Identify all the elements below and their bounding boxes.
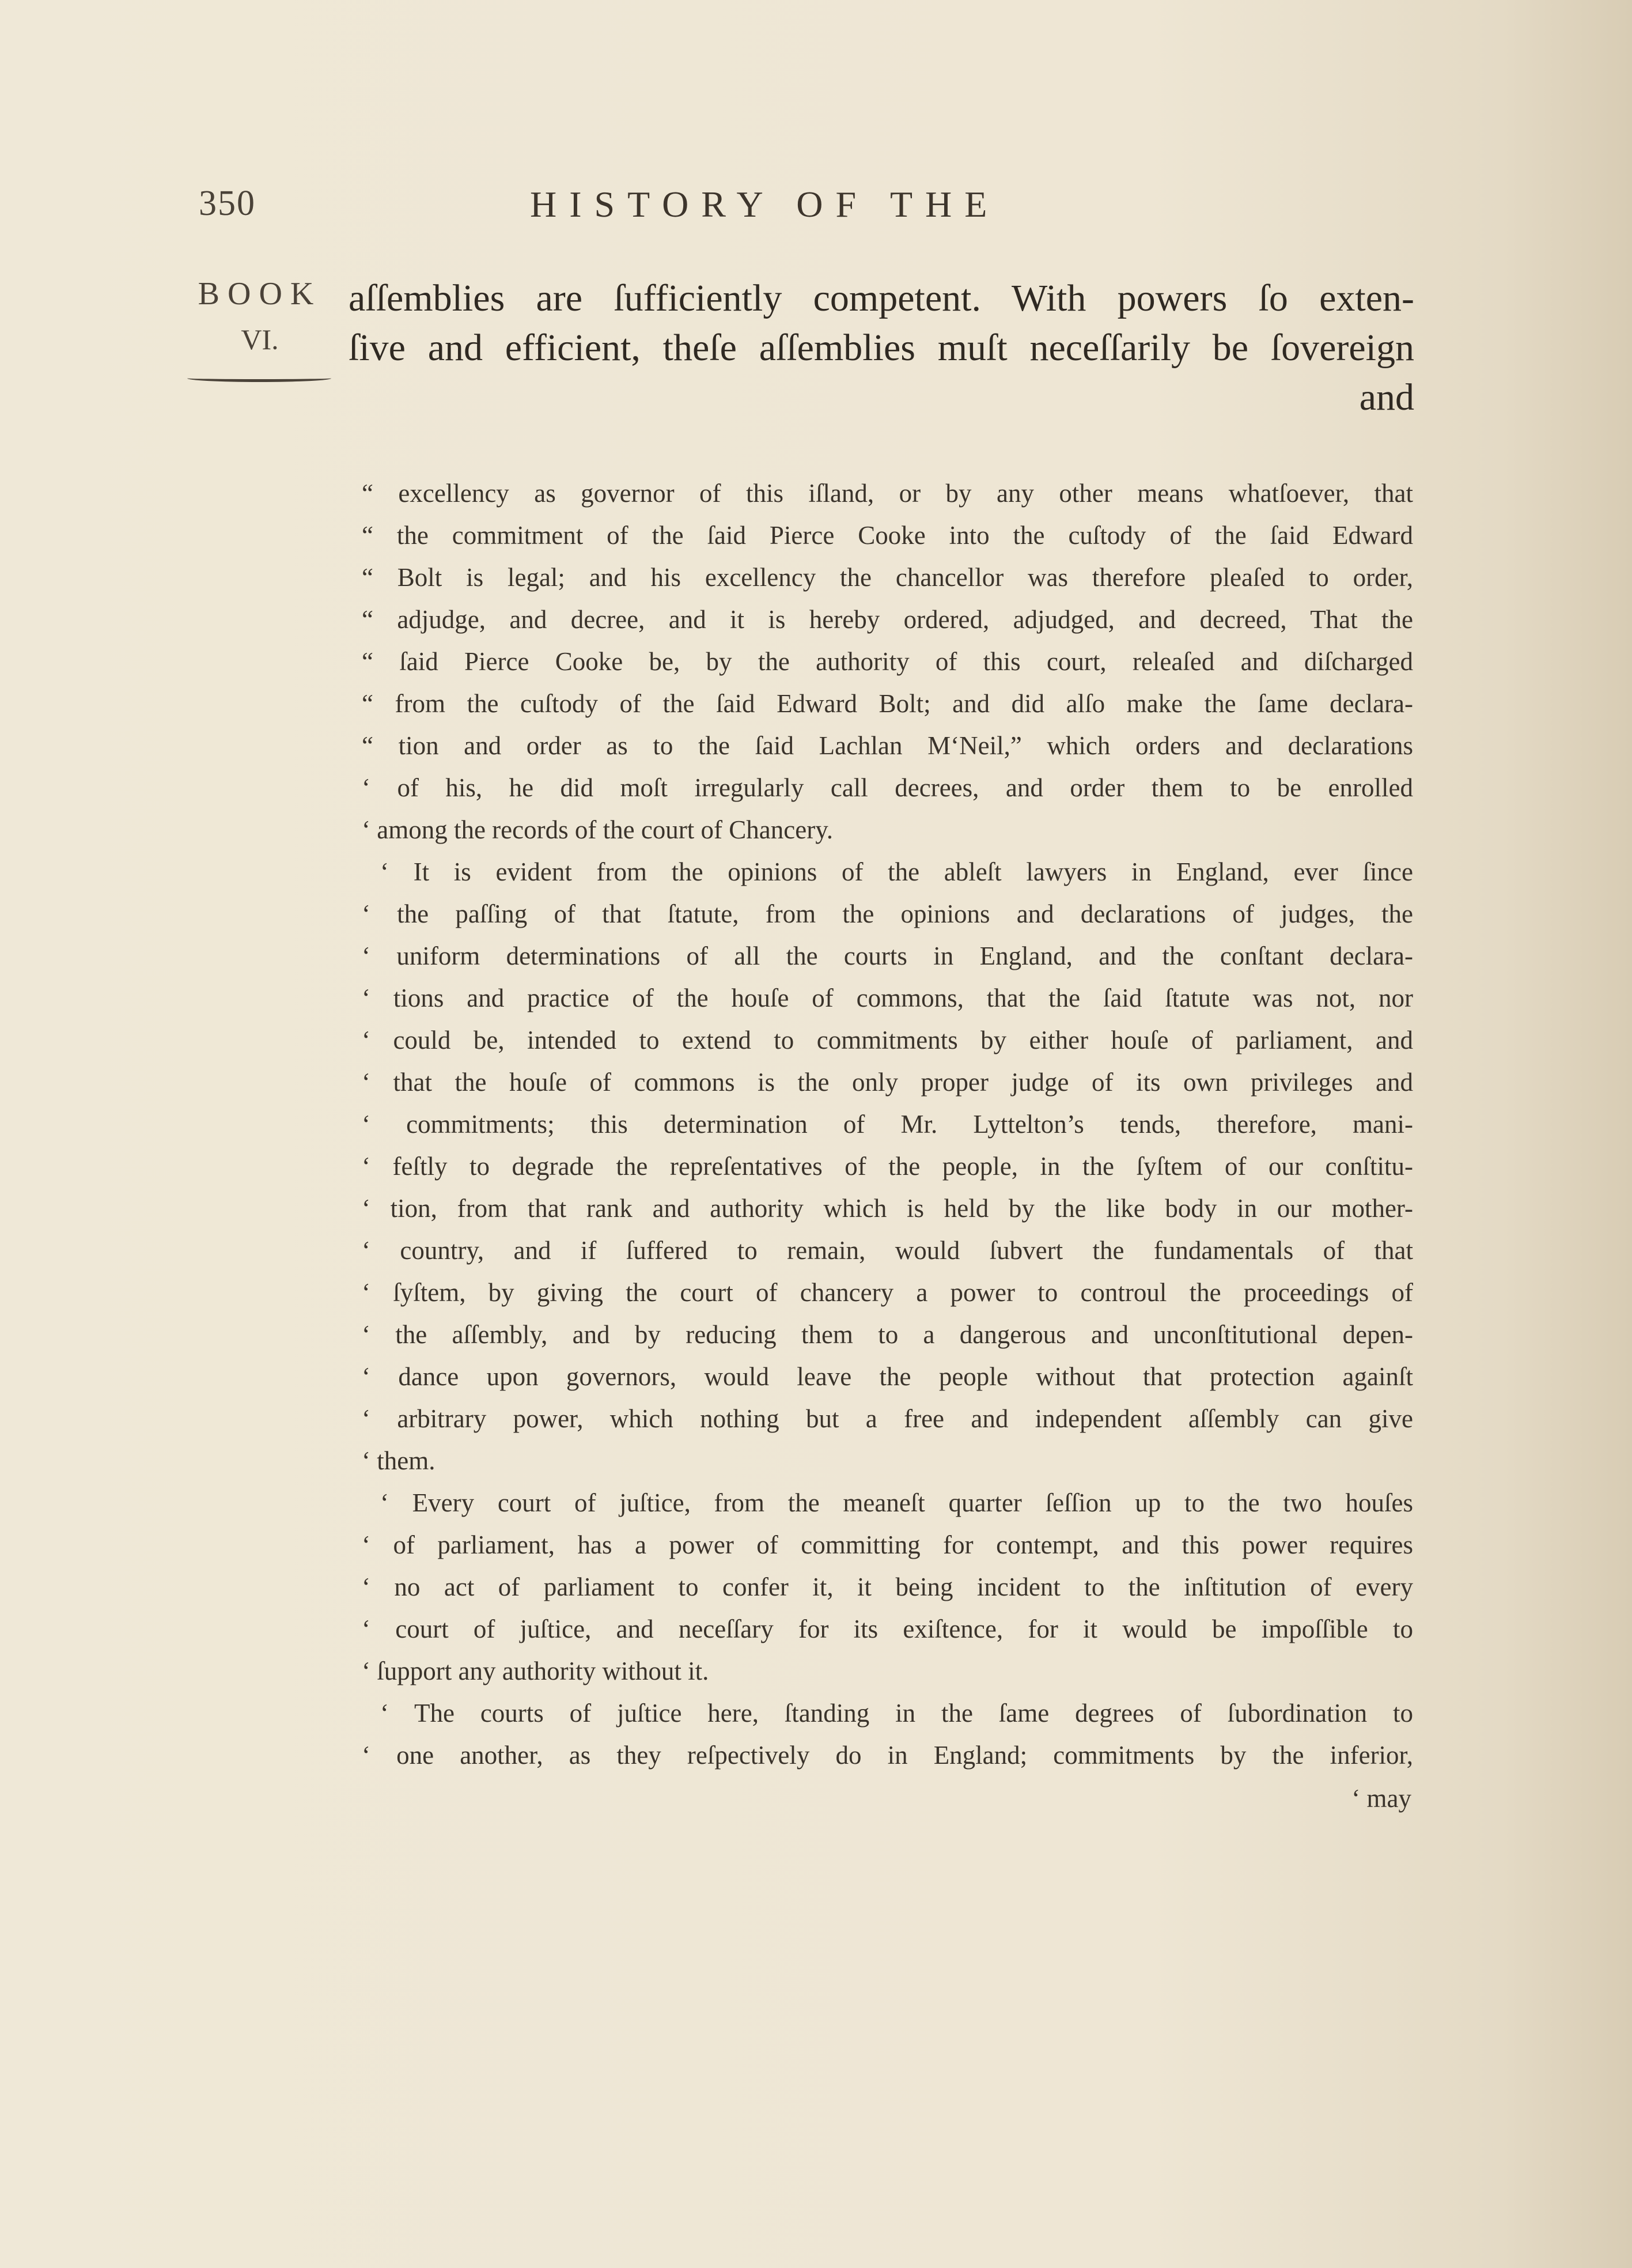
running-head: HISTORY OF THE: [530, 184, 1000, 225]
quotation-line: ‘ tions and practice of the houſe of commons, that the ſaid ſtatute was not, nor: [362, 984, 1413, 1012]
main-text: [349, 274, 1414, 422]
quotation-line: ‘ them.: [362, 1446, 436, 1475]
margin-book-label: BOOK: [198, 276, 322, 312]
quotation-line: “ Bolt is legal; and his excellency the chancellor was therefore pleaſed to order,: [362, 563, 1413, 592]
quotation-line: ‘ one another, as they reſpectively do in England; commitments by the inferior,: [362, 1741, 1413, 1770]
quotation-line: ‘ It is evident from the opinions of the ableſt lawyers in England, ever ſince: [380, 857, 1413, 886]
quotation-line: ‘ commitments; this determination of Mr. Lyttelton’s tends, therefore, mani-: [362, 1110, 1413, 1139]
quotation-line: ‘ the aſſembly, and by reducing them to a dangerous and unconſtitutional depen-: [362, 1320, 1413, 1349]
quotation-line: “ excellency as governor of this iſland, or by any other means whatſoever, that: [362, 479, 1413, 508]
margin-book-number: VI.: [241, 323, 279, 356]
quotation-line: “ the commitment of the ſaid Pierce Cooke into the cuſtody of the ſaid Edward: [362, 521, 1413, 550]
quotation-line: ‘ among the records of the court of Chancery.: [362, 815, 834, 844]
quotation-line: ‘ country, and if ſuffered to remain, would ſubvert the fundamentals of that: [362, 1236, 1413, 1265]
footnote-quotation: [362, 472, 1413, 1776]
main-text-line: and: [1359, 376, 1414, 418]
quotation-line: ‘ of parliament, has a power of committing for contempt, and this power requires: [362, 1530, 1413, 1559]
quotation-line: ‘ that the houſe of commons is the only proper judge of its own privileges and: [362, 1068, 1413, 1097]
quotation-line: “ from the cuſtody of the ſaid Edward Bolt; and did alſo make the ſame declara-: [362, 689, 1413, 718]
quotation-line: ‘ Every court of juſtice, from the meaneſt quarter ſeſſion up to the two houſes: [380, 1488, 1413, 1517]
quotation-line: ‘ of his, he did moſt irregularly call decrees, and order them to be enrolled: [362, 773, 1413, 802]
quotation-line: ‘ tion, from that rank and authority which is held by the like body in our mother-: [362, 1194, 1413, 1223]
page-number: 350: [199, 184, 256, 223]
quotation-line: ‘ The courts of juſtice here, ſtanding in the ſame degrees of ſubordination to: [380, 1699, 1413, 1728]
quotation-line: “ adjudge, and decree, and it is hereby ordered, adjudged, and decreed, That the: [362, 605, 1413, 634]
quotation-line: ‘ uniform determinations of all the courts in England, and the conſtant declara-: [362, 942, 1413, 970]
margin-rule: [187, 375, 331, 382]
quotation-line: ‘ ſyſtem, by giving the court of chancery a power to controul the proceedings of: [362, 1278, 1413, 1307]
quotation-line: ‘ feſtly to degrade the repreſentatives of the people, in the ſyſtem of our conſtitu-: [362, 1152, 1413, 1181]
quotation-line: ‘ dance upon governors, would leave the people without that protection againſt: [362, 1362, 1413, 1391]
quotation-line: “ ſaid Pierce Cooke be, by the authority of this court, releaſed and diſcharged: [362, 647, 1413, 676]
quotation-line: ‘ the paſſing of that ſtatute, from the opinions and declarations of judges, the: [362, 899, 1413, 928]
quotation-line: ‘ could be, intended to extend to commitments by either houſe of parliament, and: [362, 1026, 1413, 1054]
quotation-line: ‘ ſupport any authority without it.: [362, 1657, 709, 1685]
quotation-line: “ tion and order as to the ſaid Lachlan M‘Neil,” which orders and declarations: [362, 731, 1413, 760]
quotation-line: ‘ arbitrary power, which nothing but a free and independent aſſembly can give: [362, 1404, 1413, 1433]
quotation-line: ‘ court of juſtice, and neceſſary for its exiſtence, for it would be impoſſible to: [362, 1615, 1413, 1643]
main-text-line: ſive and efficient, theſe aſſemblies muſt neceſſarily be ſovereign: [349, 327, 1414, 369]
catchword: ‘ may: [1351, 1784, 1411, 1813]
main-text-line: aſſemblies are ſufficiently competent. With powers ſo exten-: [349, 277, 1414, 319]
quotation-line: ‘ no act of parliament to confer it, it being incident to the inſtitution of every: [362, 1573, 1413, 1601]
